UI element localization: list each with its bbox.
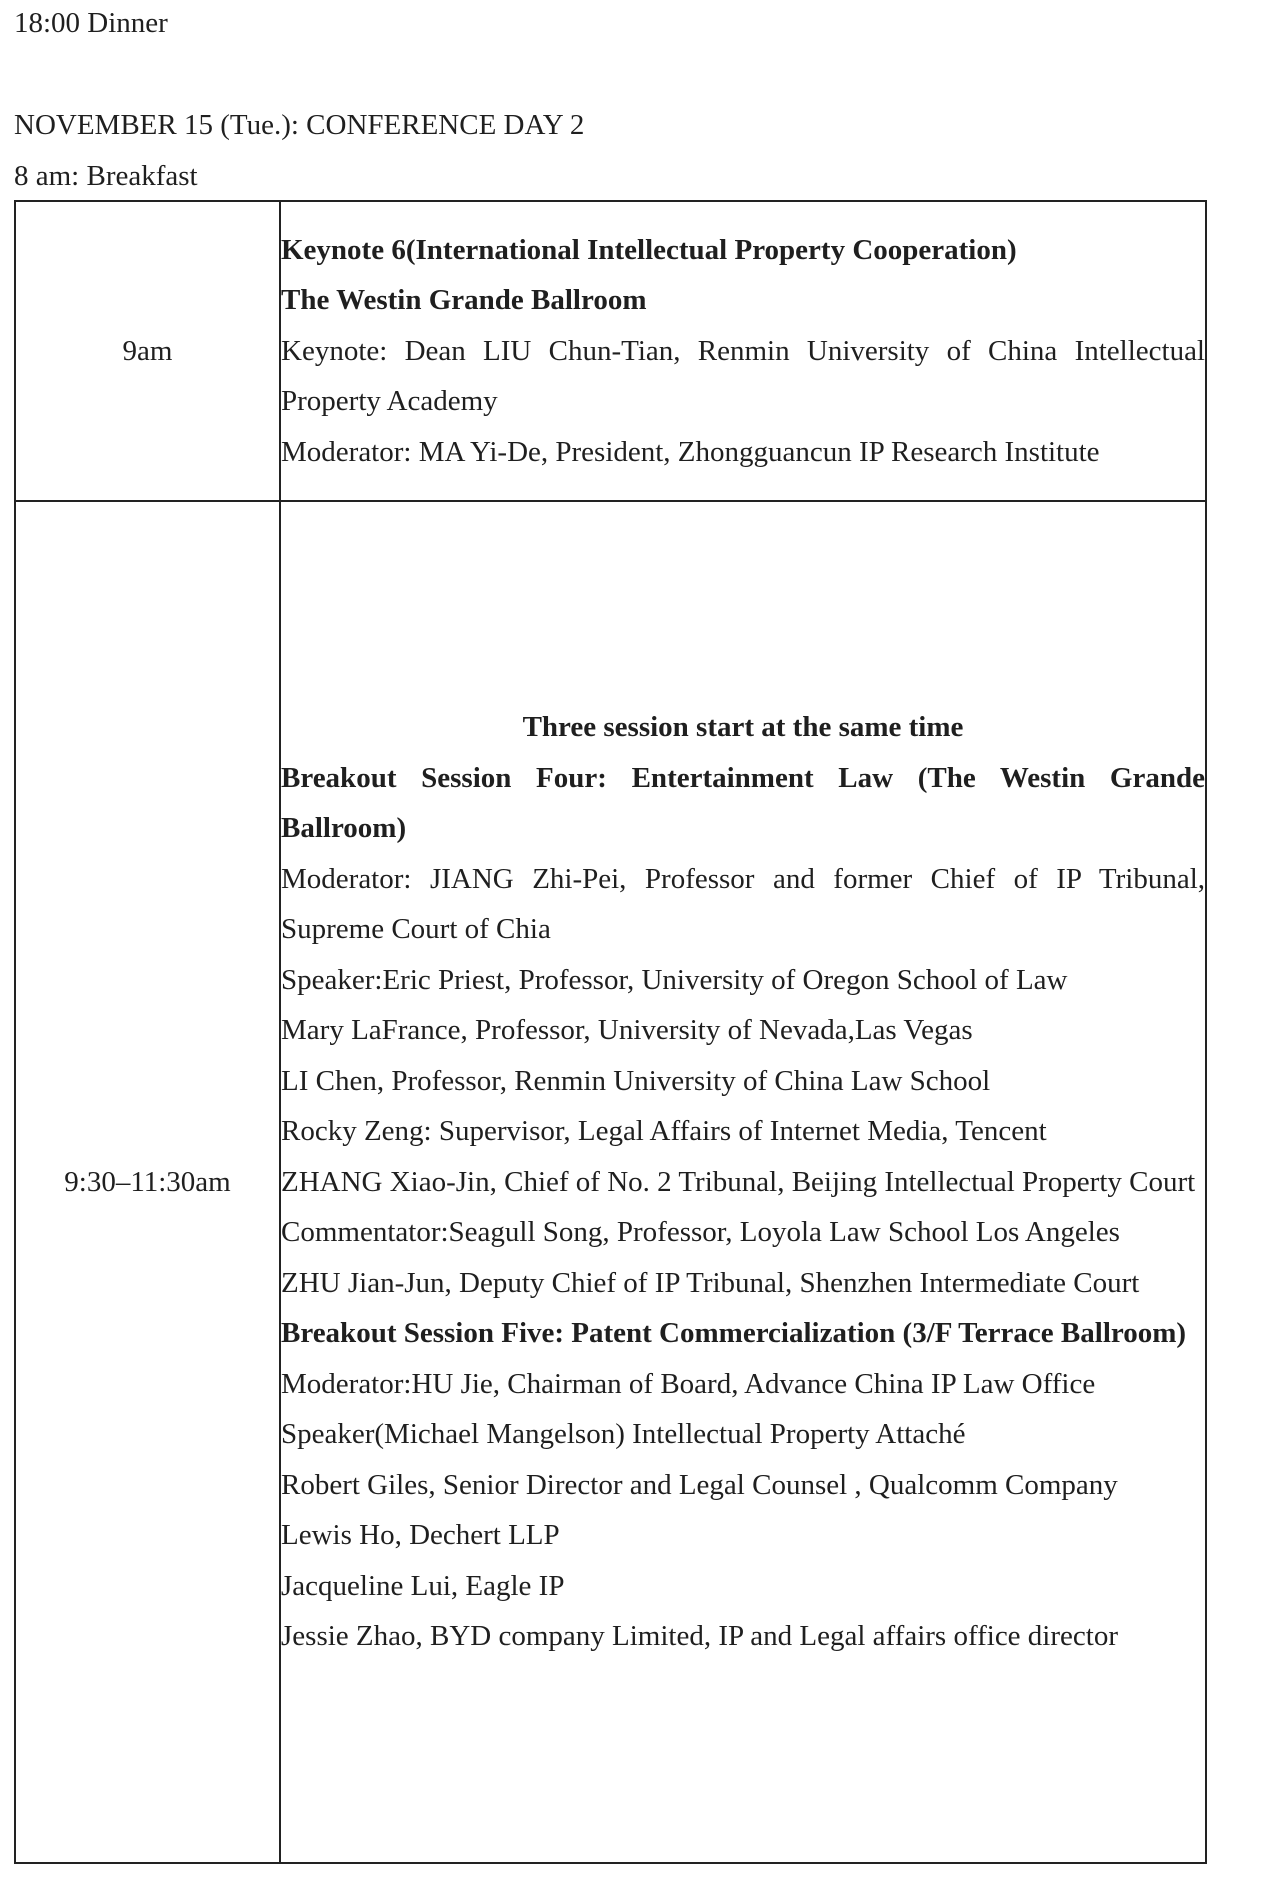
schedule-table [14, 200, 1207, 1864]
breakfast-line: 8 am: Breakfast [14, 160, 198, 192]
session-venue: The Westin Grande Ballroom [281, 284, 647, 317]
participant-line: Rocky Zeng: Supervisor, Legal Affairs of Internet Media, Tencent [281, 1115, 1047, 1148]
participant-line: Mary LaFrance, Professor, University of Nevada,Las Vegas [281, 1014, 973, 1047]
session-note: Three session start at the same time [522, 711, 964, 744]
participant-line: Moderator:HU Jie, Chairman of Board, Advance China IP Law Office [281, 1367, 1096, 1400]
schedule-row-keynote [15, 201, 1206, 501]
time-cell: 9:30–11:30am [15, 501, 280, 1863]
participant-line: LI Chen, Professor, Renmin University of China Law School [281, 1064, 991, 1097]
participant-line: ZHANG Xiao-Jin, Chief of No. 2 Tribunal, Beijing Intellectual Property Court [281, 1165, 1196, 1198]
time-cell: 9am [15, 201, 280, 501]
session-details [280, 501, 1206, 1863]
participant-line: Jessie Zhao, BYD company Limited, IP and Legal affairs office director [281, 1620, 1118, 1653]
day-heading: NOVEMBER 15 (Tue.): CONFERENCE DAY 2 [14, 109, 585, 141]
participant-line: Robert Giles, Senior Director and Legal Counsel , Qualcomm Company [281, 1468, 1118, 1501]
participant-line: Commentator:Seagull Song, Professor, Loyola Law School Los Angeles [281, 1216, 1120, 1249]
participant-line: Lewis Ho, Dechert LLP [281, 1519, 560, 1552]
participant-line: Speaker(Michael Mangelson) Intellectual Property Attaché [281, 1418, 966, 1451]
session-title: Keynote 6(International Intellectual Property Cooperation) [281, 233, 1017, 266]
dinner-line: 18:00 Dinner [14, 7, 168, 39]
participant-line: ZHU Jian-Jun, Deputy Chief of IP Tribunal, Shenzhen Intermediate Court [281, 1266, 1140, 1299]
participant-line: Jacqueline Lui, Eagle IP [281, 1569, 565, 1602]
keynote-speaker: Keynote: Dean LIU Chun-Tian, Renmin University of China Intellectual Property Academy [281, 334, 1205, 418]
session-details [280, 201, 1206, 501]
session-five-title: Breakout Session Five: Patent Commercialization (3/F Terrace Ballroom) [281, 1317, 1187, 1350]
participant-line: Moderator: JIANG Zhi-Pei, Professor and former Chief of IP Tribunal, Supreme Court of Chia [281, 862, 1205, 946]
session-four-title: Breakout Session Four: Entertainment Law (The Westin Grande Ballroom) [281, 761, 1205, 845]
schedule-row-breakouts [15, 501, 1206, 1863]
participant-line: Speaker:Eric Priest, Professor, University of Oregon School of Law [281, 963, 1068, 996]
moderator: Moderator: MA Yi-De, President, Zhongguancun IP Research Institute [281, 435, 1100, 468]
